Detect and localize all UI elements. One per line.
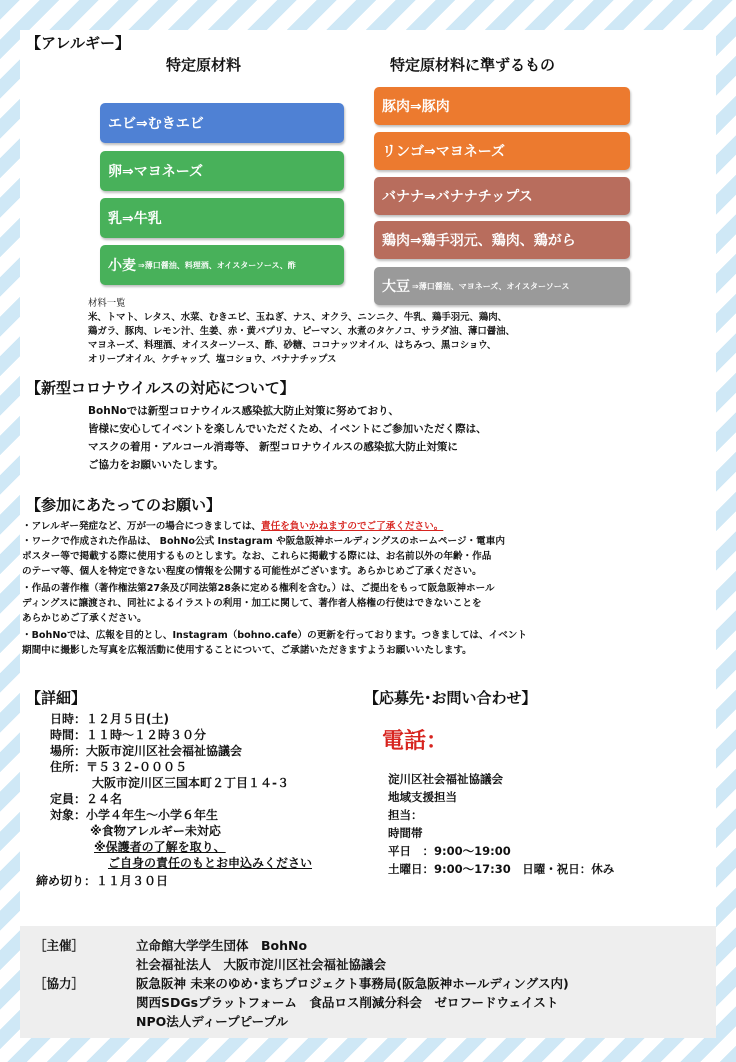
allergen-milk [100,198,344,238]
host-label: ［主催］ [34,938,85,953]
request-line: ・作品の著作権（著作権法第27条及び同法第28条に定める権利を含む。）は、ご提出をもって阪急阪神ホール [22,583,495,594]
ingredients-line: マヨネーズ、料理酒、オイスターソース、酢、砂糖、ココナッツオイル、はちみつ、黒コショウ、 [88,340,497,351]
phone-label: 電話： [382,729,449,754]
disclaimer-text: 責任を負いかねますのでご了承ください。 [261,521,444,532]
flyer-sheet [20,30,716,1038]
request-line: 期間中に撮影した写真を広報活動に使用することについて、ご承諾いただきますようお願いいたします。 [22,645,472,656]
ingredients-line: 鶏ガラ、豚肉、レモン汁、生姜、赤・黄パプリカ、ピーマン、水煮のタケノコ、サラダ油、薄口醤油、 [88,326,515,337]
coop-name: 関西SDGsプラットフォーム 食品ロス削減分科会 ゼロフードウェイスト [136,995,559,1010]
host-name: 社会福祉法人 大阪市淀川区社会福祉協議会 [136,957,387,972]
contact-title: 【応募先･お問い合わせ】 [364,689,537,707]
ingredients-line: 米、トマト、レタス、水菜、むきエビ、玉ねぎ、ナス、オクラ、ニンニク、牛乳、鶏手羽元、鶏肉、 [88,312,508,323]
allergen-label: 豚肉⇒豚肉 [382,99,450,115]
request-line-allergy [22,520,443,534]
corona-line: BohNoでは新型コロナウイルス感染拡大防止対策に努めており、 [88,405,400,417]
contact-weekend-hours: 土曜日：9:00～17:30 日曜・祝日：休み [388,862,615,876]
footer-band [20,926,716,1038]
allergen-pork [374,87,630,125]
allergen-apple [374,132,630,170]
detail-note-allergy: ※食物アレルギー未対応 [90,824,221,838]
request-line: ・ワークで作成された作品は、 BohNo公式 Instagram や阪急阪神ホールディングスのホームページ・電車内 [22,536,505,547]
detail-date: 日時：１２月５日(土) [50,712,169,726]
allergen-soy [374,267,630,305]
corona-line: マスクの着用・アルコール消毒等、 新型コロナウイルスの感染拡大防止対策に [88,441,458,453]
allergen-detail: ⇒薄口醤油、料理酒、オイスターソース、酢 [138,260,296,270]
host-name: 立命館大学学生団体 BohNo [136,938,308,953]
ingredients-line: オリーブオイル、ケチャップ、塩コショウ、バナナチップス [88,354,337,365]
allergen-label: 鶏肉⇒鶏手羽元、鶏肉、鶏がら [382,233,576,249]
request-line: のテーマ等、個人を特定できない程度の情報を公開する可能性がございます。あらかじめご了承ください。 [22,566,482,577]
request-line: ポスター等で掲載する際に使用するものとします。なお、これらに掲載する際には、お名前以外の年齢・作品 [22,551,492,562]
allergen-chicken [374,221,630,259]
corona-line: ご協力をお願いいたします。 [88,459,224,471]
allergen-label: 乳⇒牛乳 [108,211,162,227]
request-line: ディングスに譲渡され、同社によるイラストの利用・加工に関して、著作者人格権の行使はできないことを [22,598,482,609]
equivalent-heading: 特定原材料に準ずるもの [390,56,556,74]
allergen-shrimp [100,103,344,143]
corona-line: 皆様に安心してイベントを楽しんでいただくため、イベントにご参加いただく際は、 [88,423,487,435]
note-text: ※保護者の了解を取り、 [94,840,226,854]
detail-time: 時間：１１時～１２時３０分 [50,728,207,742]
request-line: ・BohNoでは、広報を目的とし、Instagram（bohno.cafe）の更新を行っております。つきましては、イベント [22,630,527,641]
detail-deadline: 締め切り：１１月３０日 [36,874,169,888]
allergen-egg [100,151,344,191]
contact-hours-label: 時間帯 [388,826,423,840]
detail-note-guardian [94,840,226,856]
note-text: ご自身の責任のもとお申込みください [108,856,313,870]
detail-note-responsibility [108,856,312,872]
request-line: あらかじめご了承ください。 [22,613,147,624]
contact-weekday-hours: 平日 ：9:00～19:00 [388,844,511,858]
allergen-wheat [100,245,344,285]
allergen-banana [374,177,630,215]
contact-person: 担当： [388,808,423,822]
request-text: ・アレルギー発症など、万が一の場合につきましては、 [22,521,262,532]
coop-name: 阪急阪神 未来のゆめ･まちプロジェクト事務局(阪急阪神ホールディングス内) [136,976,569,991]
specified-heading: 特定原材料 [166,56,242,74]
allergen-label: バナナ⇒バナナチップス [382,189,533,205]
ingredients-title: 材料一覧 [88,298,126,309]
coop-name: NPO法人ディープピープル [136,1014,288,1029]
detail-capacity: 定員：２４名 [50,792,123,806]
contact-dept: 地域支援担当 [388,790,457,804]
detail-place: 場所：大阪市淀川区社会福祉協議会 [50,744,243,758]
detail-address: 住所：〒５３２-０００５ [50,760,187,774]
corona-title: 【新型コロナウイルスの対応について】 [26,379,295,397]
contact-org: 淀川区社会福祉協議会 [388,772,503,786]
coop-label: ［協力］ [34,976,85,991]
allergy-title: 【アレルギー】 [26,34,131,52]
allergen-label: 卵⇒マヨネーズ [108,164,204,180]
allergen-detail: ⇒薄口醤油、マヨネーズ、オイスターソース [412,281,570,291]
allergen-label: エビ⇒むきエビ [108,116,204,132]
detail-target: 対象：小学４年生～小学６年生 [50,808,219,822]
details-title: 【詳細】 [26,689,87,707]
detail-address-line2: 大阪市淀川区三国本町２丁目１４-３ [92,776,289,790]
allergen-label: 大豆 [382,279,410,295]
requests-title: 【参加にあたってのお願い】 [26,496,222,514]
allergen-label: 小麦 [108,258,136,274]
allergen-label: リンゴ⇒マヨネーズ [382,144,506,160]
